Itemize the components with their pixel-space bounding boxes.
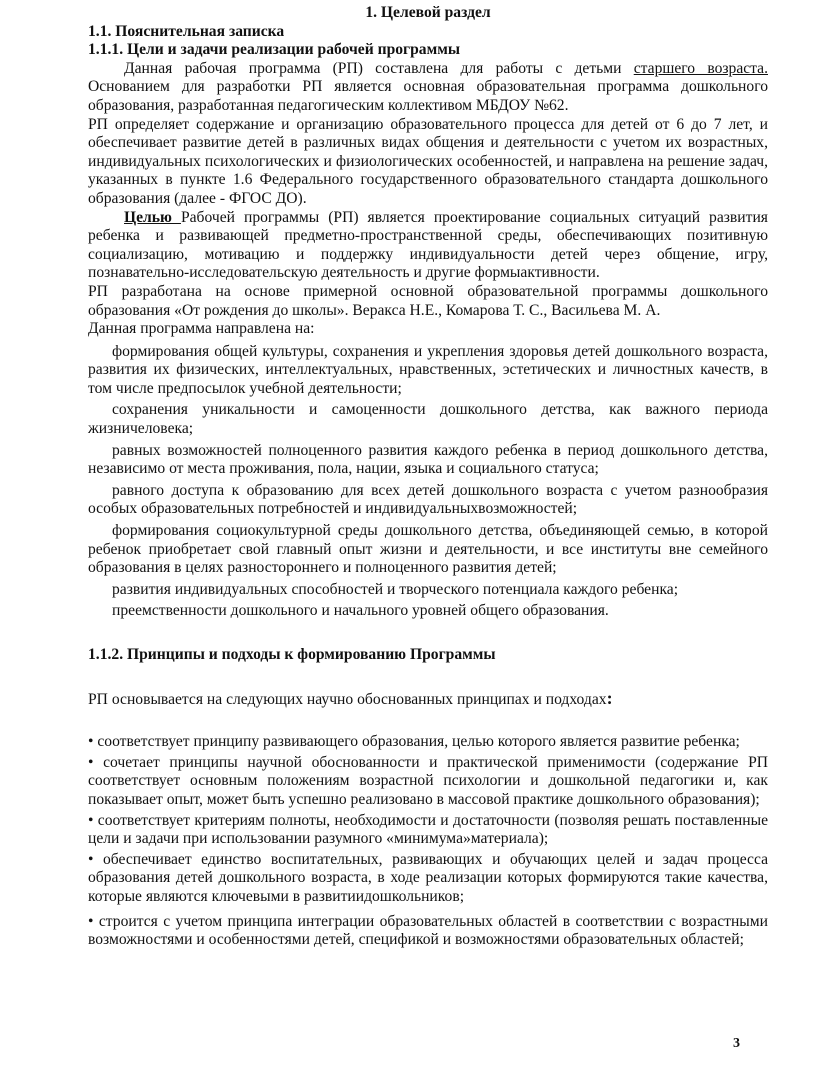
intro-paragraph-1 xyxy=(88,60,768,116)
intro-p1-underlined: старшего возраста. xyxy=(633,59,768,77)
chapter-heading: 1. Целевой раздел xyxy=(365,4,491,21)
direction-item: формирования общей культуры, сохранения и укрепления здоровья детей дошкольного возраста, развития их физических, интеллектуальных, нравственных, эстетических и личностных качеств, в том числе предпосылок учебной деятельности; xyxy=(88,342,768,397)
direction-item: равного доступа к образованию для всех детей дошкольного возраста с учетом разнообразия особых образовательных потребностей и индивидуальныхвозможностей; xyxy=(88,481,768,518)
principles-intro-colon: : xyxy=(606,687,613,708)
goal-text: Рабочей программы (РП) является проектирование социальных ситуаций развития ребенка и развивающей предметно-пространственной среды, обеспечивающих позитивную социализацию, мотивацию и поддержку индивидуальности детей через общение, игру, познавательно-исследовательскую деятельность и другие формыактивности. xyxy=(88,208,768,282)
section-heading-1-1-2: 1.1.2. Принципы и подходы к формированию Программы xyxy=(88,646,496,663)
principles-list xyxy=(88,733,768,950)
directions-list xyxy=(88,343,768,621)
principles-intro xyxy=(88,689,768,710)
direction-item: сохранения уникальности и самоценности дошкольного детства, как важного периода жизничеловека; xyxy=(88,401,768,438)
section-heading-1-1-1: 1.1.1. Цели и задачи реализации рабочей программы xyxy=(88,41,461,59)
principle-item: • сочетает принципы научной обоснованности и практической применимости (содержание РП соответствует основным положениям возрастной психологии и дошкольной педагогики и, как показывает опыт, может быть успешно реализовано в массовой практике дошкольного образования); xyxy=(88,753,768,808)
direction-item: преемственности дошкольного и начального уровней общего образования. xyxy=(112,602,609,620)
principle-item: • обеспечивает единство воспитательных, развивающих и обучающих целей и задач процесса образования детей дошкольного возраста, в ходе реализации которых формируются такие качества, которые являются ключевыми в развитиидошкольников; xyxy=(88,850,768,905)
goal-label: Целью xyxy=(124,208,181,226)
basis-paragraph: РП разработана на основе примерной основной образовательной программы дошкольного образования «От рождения до школы». Веракса Н.Е., Комарова Т. С., Васильева М. А. xyxy=(88,282,768,319)
principles-intro-text: РП основывается на следующих научно обоснованных принципах и подходах xyxy=(88,690,607,708)
principle-item: • соответствует принципу развивающего образования, целью которого является развитие ребенка; xyxy=(88,733,740,751)
section-heading-1-1: 1.1. Пояснительная записка xyxy=(88,22,285,40)
intro-paragraph-2: РП определяет содержание и организацию образовательного процесса для детей от 6 до 7 лет, и обеспечивает развитие детей в различных видах общения и деятельности с учетом их возрастных, индивидуальных психологических и физиологических особенностей, и направлена на решение задач, указанных в пункте 1.6 Федерального государственного образовательного стандарта дошкольного образования (далее - ФГОС ДО). xyxy=(88,115,768,207)
direction-item: развития индивидуальных способностей и творческого потенциала каждого ребенка; xyxy=(112,580,679,598)
principle-item: • соответствует критериям полноты, необходимости и достаточности (позволяя решать поставленные цели и задачи при использовании разумного «минимума»материала); xyxy=(88,811,768,848)
goal-paragraph xyxy=(88,209,768,283)
direction-item: формирования социокультурной среды дошкольного детства, объединяющей семью, в которой ребенок приобретает свой главный опыт жизни и деятельности, и все институты вне семейного образования в целях разностороннего и полноценного развития детей; xyxy=(88,522,768,577)
page-number: 3 xyxy=(733,1036,740,1051)
intro-p1-start: Данная рабочая программа (РП) составлена для работы с детьми xyxy=(124,59,634,77)
direction-item: равных возможностей полноценного развития каждого ребенка в период дошкольного детства, независимо от места проживания, пола, нации, языка и социального статуса; xyxy=(88,441,768,478)
intro-p1-rest: Основанием для разработки РП является основная образовательная программа дошкольного образования, разработанная педагогическим коллективом МБДОУ №62. xyxy=(88,78,768,114)
directions-intro: Данная программа направлена на: xyxy=(88,320,315,338)
document-body xyxy=(88,4,768,952)
principle-item: • строится с учетом принципа интеграции образовательных областей в соответствии с возрастными возможностями и особенностями детей, спецификой и возможностями образовательных областей; xyxy=(88,912,768,949)
